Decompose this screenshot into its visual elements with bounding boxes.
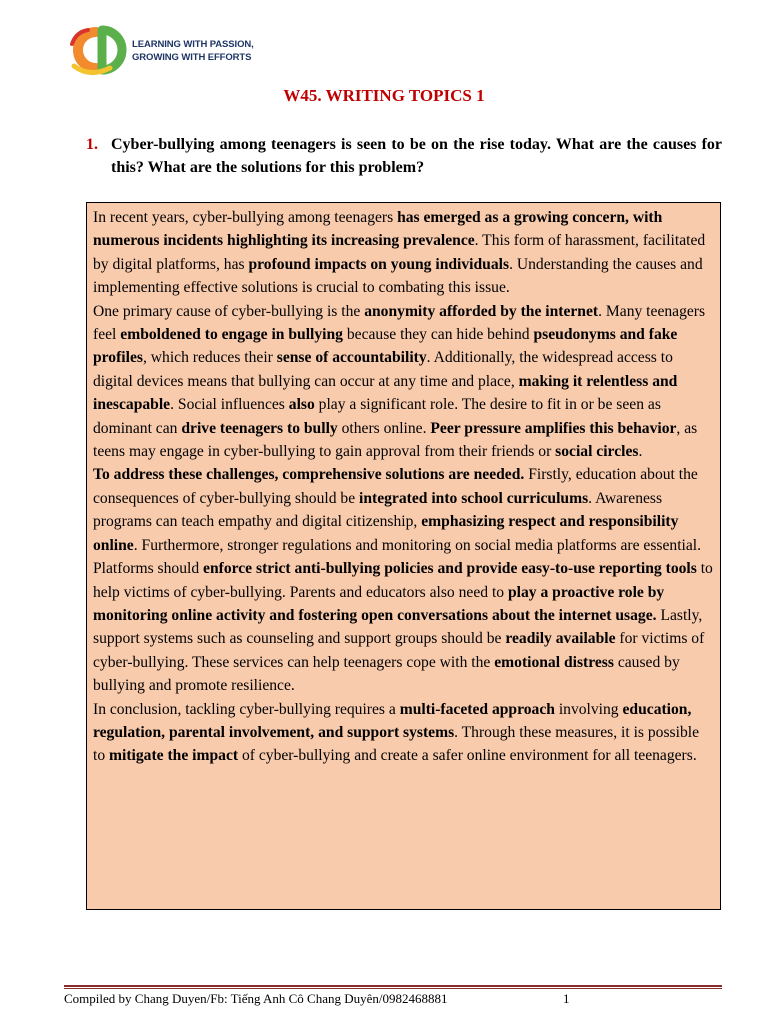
essay-bold-phrase: mitigate the impact (109, 747, 239, 765)
essay-text-run: Firstly, education about the consequences of cyber-bullying should be (93, 466, 698, 507)
essay-box (86, 202, 721, 910)
essay-text-run: because they can hide behind (342, 326, 534, 344)
essay-text-run: . Understanding the causes and implementing effective solutions is crucial to combating this issue. (93, 255, 703, 297)
logo-slogan-line2: GROWING WITH EFFORTS (132, 52, 252, 63)
essay-text-run: . Awareness programs can teach empathy and digital citizenship, (93, 489, 663, 531)
logo-c-icon (78, 32, 96, 68)
footer-divider-thin (64, 988, 722, 989)
essay-text-run: , which reduces their (142, 349, 277, 367)
essay-bold-phrase: social circles (555, 443, 639, 461)
essay-bold-phrase: emotional distress (494, 653, 614, 671)
question-text: Cyber-bullying among teenagers is seen to be on the rise today. What are the causes for this? What are the solutions for this problem? (111, 136, 722, 176)
essay-text-run: In recent years, cyber-bullying among teenagers (93, 209, 398, 226)
essay-bold-phrase: Peer pressure amplifies this behavior (430, 419, 677, 437)
essay-text-run: . (638, 443, 643, 461)
essay-bold-phrase: enforce strict anti-bullying policies and provide easy-to-use reporting tools (203, 560, 697, 578)
essay-bold-phrase: emphasizing respect and responsibility online (93, 513, 679, 554)
essay-bold-phrase: multi-faceted approach (399, 700, 555, 718)
essay-bold-phrase: readily available (505, 630, 616, 648)
essay-bold-phrase: anonymity afforded by the internet (364, 302, 599, 320)
question (86, 133, 722, 179)
essay-bold-phrase: play a proactive role by monitoring online activity and fostering open conversations about the internet usage. (93, 583, 665, 624)
essay-bold-phrase: drive teenagers to bully (181, 419, 338, 437)
essay-text-run: to help victims of cyber-bullying. Parents and educators also need to (93, 560, 713, 601)
essay-text-run: In conclusion, tackling cyber-bullying requires a (93, 700, 400, 718)
question-number: 1. (86, 136, 98, 153)
footer-divider-thick (64, 985, 722, 987)
essay-text-run: . Many teenagers feel (93, 302, 706, 344)
essay-text-run: , as teens may engage in cyber-bullying to gain approval from their friends or (93, 419, 698, 461)
essay-bold-phrase: making it relentless and inescapable (93, 372, 678, 414)
essay-text-run: . Additionally, the widespread access to digital devices means that bullying can occur at any time and place, (93, 349, 673, 390)
essay-bold-phrase: integrated into school curriculums (359, 489, 589, 507)
essay-text-run: others online. (337, 419, 431, 437)
essay-bold-phrase: emboldened to engage in bullying (120, 326, 343, 344)
essay-text-run: One primary cause of cyber-bullying is the (93, 302, 365, 320)
essay-text-run: for victims of cyber-bullying. These services can help teenagers cope with the (93, 630, 705, 671)
essay-bold-phrase: has emerged as a growing concern, with numerous incidents highlighting its increasing prevalence (93, 209, 663, 250)
essay-bold-phrase: education, regulation, parental involvement, and support systems (93, 700, 692, 741)
essay-bold-phrase: To address these challenges, comprehensive solutions are needed. (93, 466, 525, 484)
footer-credit: Compiled by Chang Duyen/Fb: Tiếng Anh Cô Chang Duyên/0982468881 (64, 991, 448, 1006)
essay-text-run: caused by bullying and promote resilience. (93, 653, 680, 695)
page-title: W45. WRITING TOPICS 1 (283, 86, 485, 105)
essay-text-run: . Through these measures, it is possible to (93, 723, 699, 765)
logo-slogan (132, 38, 254, 64)
essay-text-run: Lastly, support systems such as counseling and support groups should be (93, 606, 703, 648)
page-number: 1 (563, 991, 570, 1006)
essay-text-run: . This form of harassment, facilitated by digital platforms, has (93, 232, 706, 273)
essay-paragraph-conclusion (93, 698, 714, 768)
essay-text-run: . Furthermore, stronger regulations and monitoring on social media platforms are essential. Platforms should (93, 536, 702, 578)
essay-paragraph-solutions (93, 463, 714, 697)
logo-d-icon (102, 30, 122, 70)
essay-bold-phrase: also (288, 396, 315, 414)
essay-bold-phrase: profound impacts on young individuals (248, 255, 510, 273)
essay-paragraph-causes (93, 300, 714, 464)
essay-paragraph-intro (93, 206, 714, 300)
essay-bold-phrase: sense of accountability (276, 349, 427, 367)
essay-bold-phrase: pseudonyms and fake profiles (93, 326, 678, 367)
essay-text-run: play a significant role. The desire to fit in or be seen as dominant can (93, 396, 661, 437)
essay-text-run: of cyber-bullying and create a safer online environment for all teenagers. (238, 747, 697, 765)
logo-slogan-line1: LEARNING WITH PASSION, (132, 39, 254, 50)
essay-text-run: . Social influences (170, 396, 289, 414)
essay-text-run: involving (554, 700, 623, 718)
